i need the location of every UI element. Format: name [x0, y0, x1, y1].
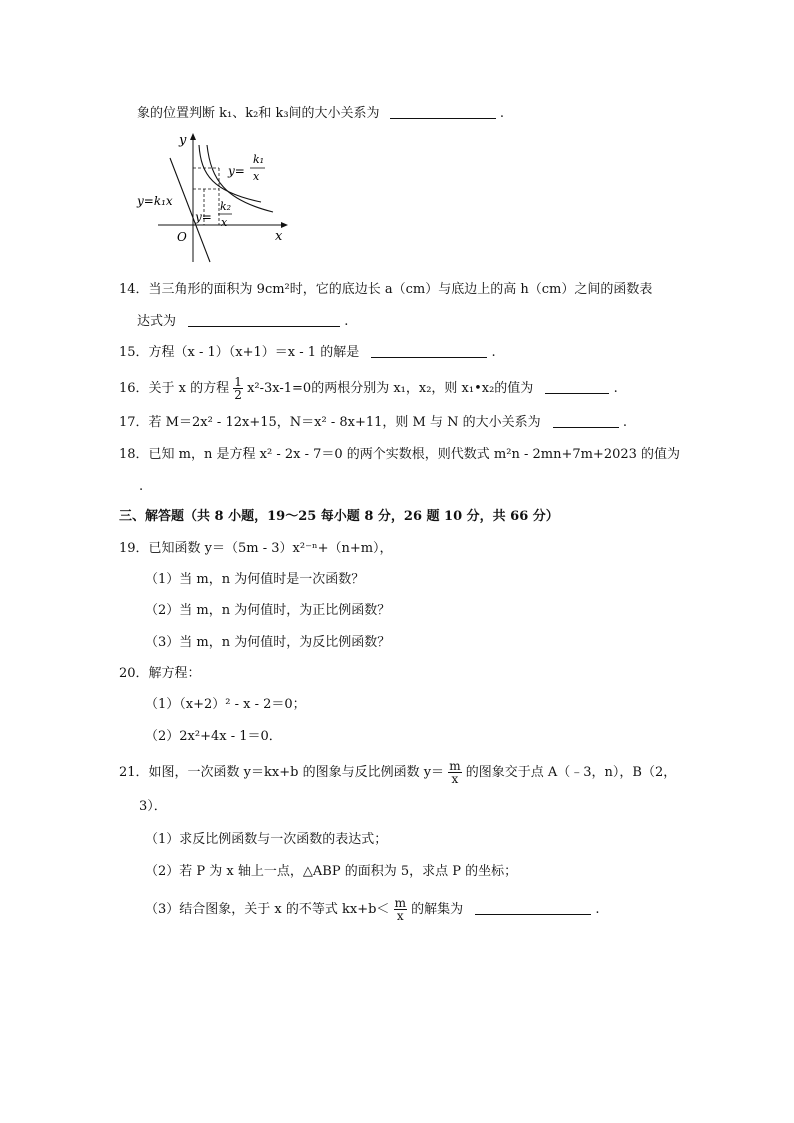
q21-part1: （1）求反比例函数与一次函数的表达式； [145, 832, 388, 847]
q19-part1: （1）当 m，n 为何值时是一次函数？ [145, 572, 365, 587]
q13-graph [133, 130, 293, 265]
q15-line: 15．方程（x - 1）（x+1）＝x - 1 的解是 . [119, 345, 496, 360]
q19-stem: 19．已知函数 y＝（5m - 3）x²⁻ⁿ+（n+m）， [119, 541, 393, 556]
q14-line1: 14．当三角形的面积为 9cm²时，它的底边长 a（cm）与底边上的高 h（cm）之间的函数表 [119, 282, 653, 297]
q21-stem-line2: 3）． [139, 799, 167, 814]
q21-part2: （2）若 P 为 x 轴上一点，△ABP 的面积为 5，求点 P 的坐标； [145, 864, 518, 879]
q21-answer-blank[interactable] [475, 900, 591, 915]
q16-line: 16．关于 x 的方程 $\frac{1}{2}$ x²-3x-1=0的两根分别为 x₁，x₂，则 x₁•x₂的值为 . [119, 375, 618, 402]
q20-part1: （1）（x+2）² - x - 2＝0； [145, 697, 306, 712]
q13-answer-blank[interactable] [390, 104, 496, 119]
q13-tail-text: 象的位置判断 k₁、k₂和 k₃间的大小关系为 [137, 106, 380, 121]
curve1-den: x [253, 170, 260, 183]
y-axis-label: y [179, 133, 187, 148]
x-axis-label: x [275, 229, 283, 244]
q14-answer-blank[interactable] [188, 312, 340, 327]
q15-answer-blank[interactable] [371, 343, 487, 358]
curve2-num: k₂ [220, 200, 232, 213]
q21-part3: （3）结合图象，关于 x 的不等式 kx+b＜ $\frac{m}{x}$ 的解集为 . [145, 896, 600, 923]
q17-line: 17．若 M＝2x² - 12x+15，N＝x² - 8x+11，则 M 与 N 的大小关系为 . [119, 415, 628, 430]
section3-heading: 三、解答题（共 8 小题，19～25 每小题 8 分，26 题 10 分，共 66 分） [119, 509, 559, 524]
q14-line2: 达式为 . [137, 314, 349, 329]
q19-part3: （3）当 m，n 为何值时，为反比例函数？ [145, 635, 391, 650]
x-axis-arrow-icon [281, 222, 288, 228]
curve2-lhs: y= [195, 210, 212, 224]
q18-line1: 18．已知 m，n 是方程 x² - 2x - 7＝0 的两个实数根，则代数式 m²n - 2mn+7m+2023 的值为 [119, 447, 681, 462]
y-axis-arrow-icon [190, 133, 196, 140]
q19-part2: （2）当 m，n 为何值时，为正比例函数？ [145, 603, 391, 618]
q18-line2: . [139, 479, 144, 494]
q13-end: . [499, 106, 504, 121]
q16-answer-blank[interactable] [545, 379, 609, 394]
q21-stem: 21．如图，一次函数 y＝kx+b 的图象与反比例函数 y＝ $\frac{m}{x}$ 的图象交于点 A（﹣3，n），B（2， [119, 759, 677, 786]
line-label: y=k₁x [137, 194, 173, 208]
q17-answer-blank[interactable] [553, 413, 619, 428]
q21-fraction: $\frac{m}{x}$ [449, 759, 461, 786]
q13-tail-line [137, 104, 504, 124]
origin-label: O [177, 230, 187, 244]
curve2-den: x [221, 216, 228, 229]
q20-stem: 20．解方程： [119, 666, 201, 681]
q21-p3-fraction: $\frac{m}{x}$ [394, 896, 406, 923]
q16-fraction: $\frac{1}{2}$ [234, 375, 242, 402]
curve1-lhs: y= [228, 164, 245, 178]
curve1-num: k₁ [253, 153, 265, 166]
q20-part2: （2）2x²+4x - 1＝0． [145, 729, 282, 744]
